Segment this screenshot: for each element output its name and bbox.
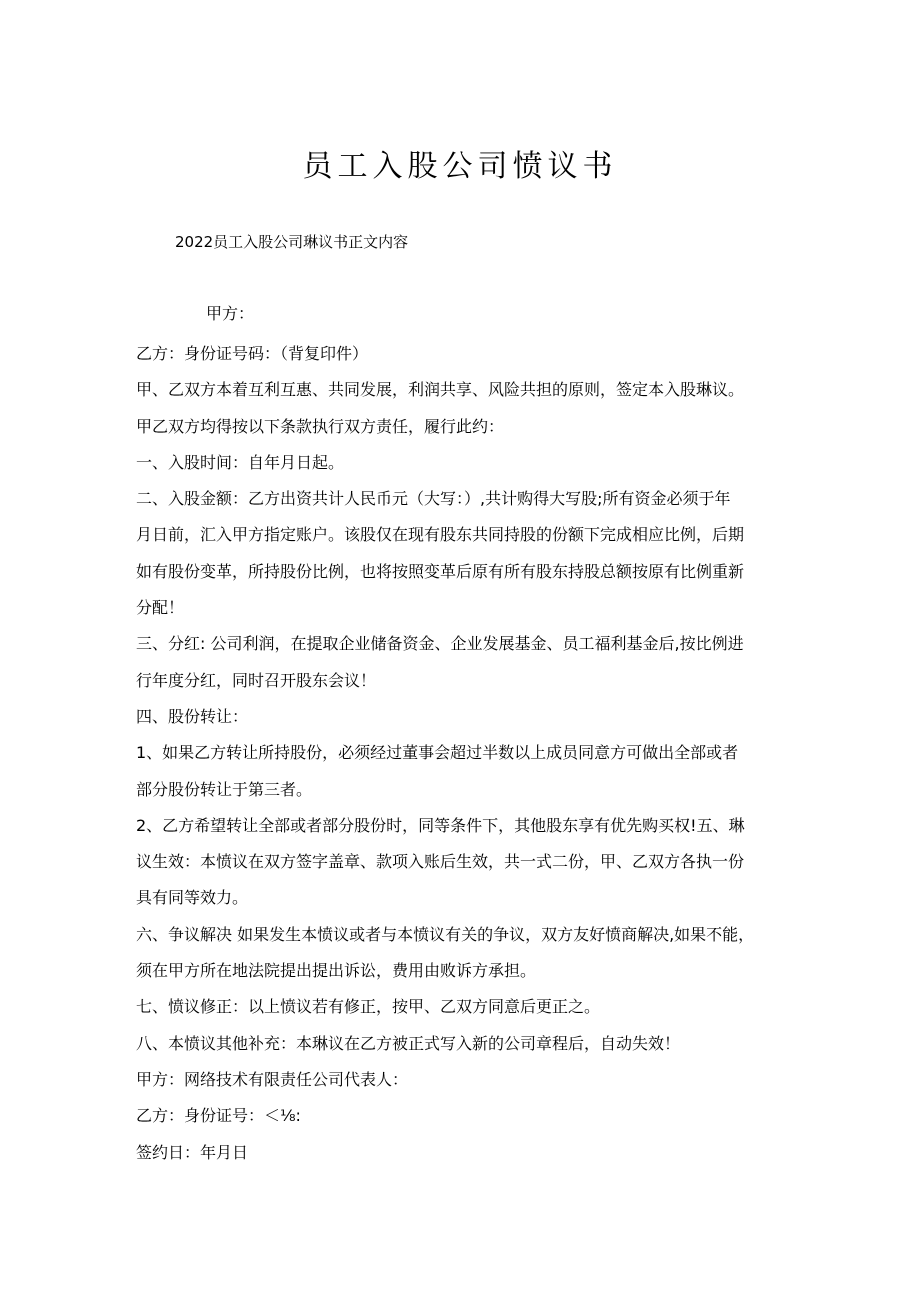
clause-4-item-2-line-1: 2、乙方希望转让全部或者部分股份时，同等条件下，其他股东享有优先购买权!五、琳: [136, 815, 745, 835]
clause-4-item-1-line-1: 1、如果乙方转让所持股份，必须经过董事会超过半数以上成员同意方可做出全部或者: [136, 743, 739, 763]
clause-2-amount-line-2: 月日前，汇入甲方指定账户。该股仅在现有股东共同持股的份额下完成相应比例，后期: [136, 525, 745, 545]
clause-2-amount-line-4: 分配！: [136, 598, 185, 618]
clause-5-effect-line-2: 具有同等效力。: [136, 888, 249, 908]
clause-2-amount-line-1: 二、入股金额：乙方出资共计人民币元（大写：）,共计购得大写股;所有资金必须于年: [136, 489, 731, 509]
signature-party-a: 甲方：网络技术有限责任公司代表人：: [136, 1069, 409, 1089]
clause-8-supplement: 八、本愤议其他补充：本琳议在乙方被正式写入新的公司章程后，自动失效！: [136, 1033, 681, 1053]
clause-7-amendment: 七、愤议修正：以上愤议若有修正，按甲、乙双方同意后更正之。: [136, 997, 601, 1017]
principles-line: 甲、乙双方本着互利互惠、共同发展，利润共享、风险共担的原则，签定本入股琳议。: [136, 380, 745, 400]
clause-6-dispute-line-2: 须在甲方所在地法院提出提出诉讼，费用由败诉方承担。: [136, 961, 537, 981]
clause-1-share-date: 一、入股时间：自年月日起。: [136, 452, 345, 472]
clause-4-transfer-heading: 四、股份转让：: [136, 706, 249, 726]
clause-4-item-1-line-2: 部分股份转让于第三者。: [136, 779, 313, 799]
party-a-heading: 甲方：: [206, 304, 255, 323]
clause-3-dividend-line-1: 三、分红: 公司利润，在提取企业储备资金、企业发展基金、员工福利基金后,按比例进: [136, 634, 744, 654]
document-subtitle: 2022员工入股公司琳议书正文内容: [175, 233, 409, 251]
clause-6-dispute-line-1: 六、争议解决 如果发生本愤议或者与本愤议有关的争议，双方友好愤商解决,如果不能，: [136, 924, 755, 944]
agreement-body: [136, 336, 796, 1171]
party-b-id-line: 乙方：身份证号码：（背复印件）: [136, 344, 369, 363]
document-title: 员工入股公司愤议书: [302, 149, 618, 184]
obligations-line: 甲乙双方均得按以下条款执行双方责任，履行此约：: [136, 416, 505, 436]
signing-date: 签约日：年月日: [136, 1142, 249, 1162]
clause-3-dividend-line-2: 行年度分红，同时召开股东会议！: [136, 670, 377, 690]
signature-party-b-id: 乙方：身份证号：＜⅛:: [136, 1106, 301, 1126]
clause-5-effect-line-1: 议生效：本愤议在双方签字盖章、款项入账后生效，共一式二份，甲、乙双方各执一份: [136, 852, 745, 872]
clause-2-amount-line-3: 如有股份变革，所持股份比例，也将按照变革后原有所有股东持股总额按原有比例重新: [136, 561, 745, 581]
